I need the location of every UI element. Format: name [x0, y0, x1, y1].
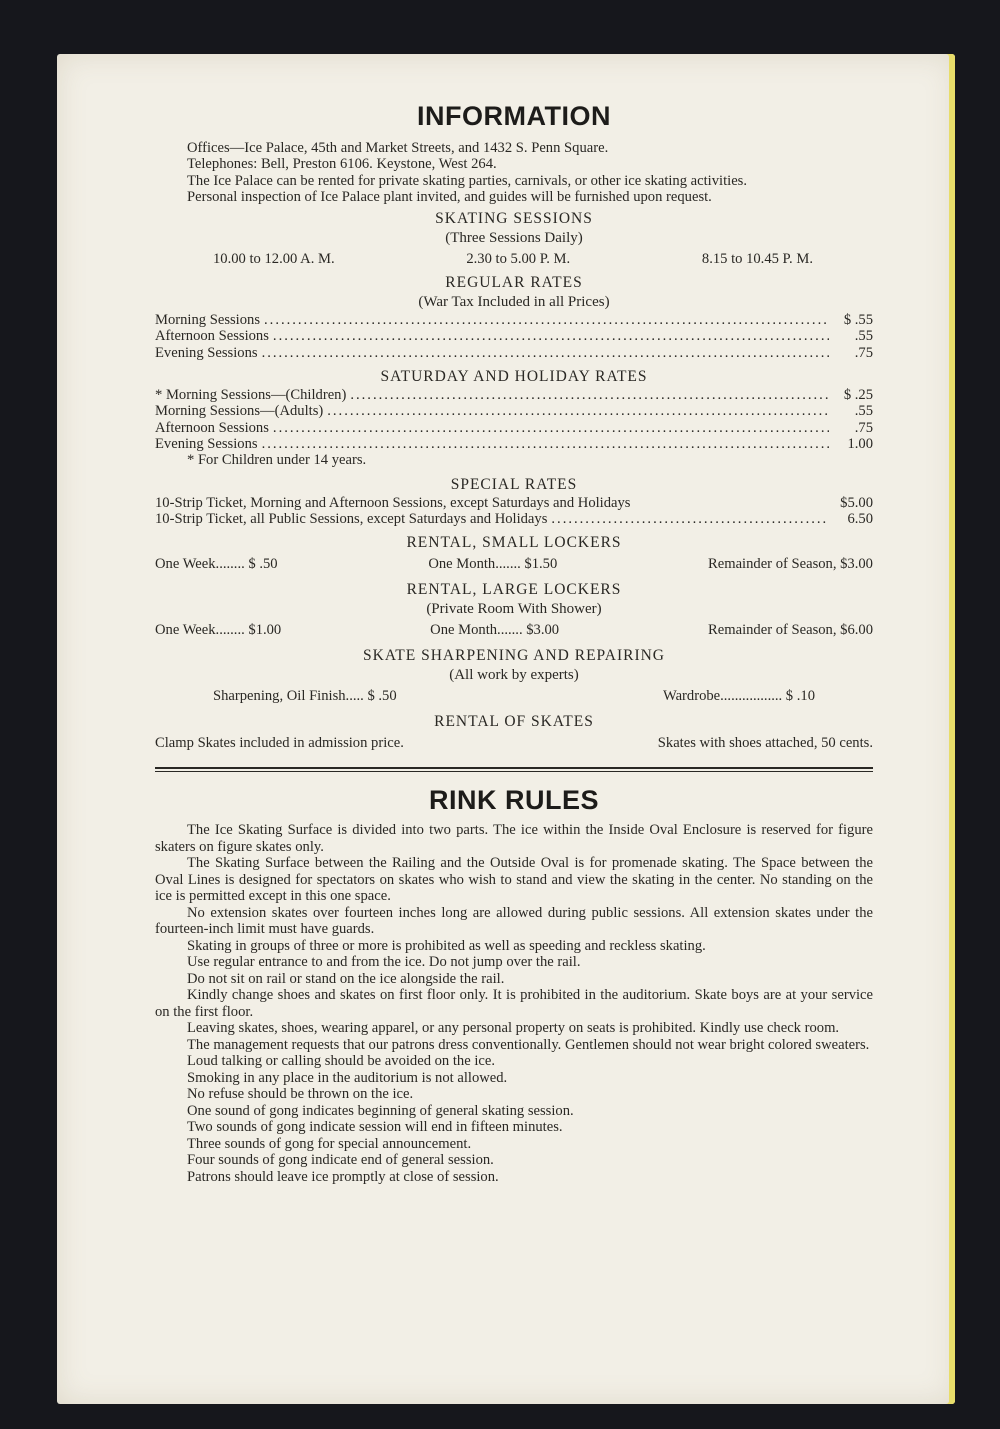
session-times [155, 249, 873, 269]
large-locker-season: Remainder of Season, $6.00 [708, 622, 873, 639]
regular-rate-row [155, 328, 873, 344]
sharpening-row [155, 686, 873, 706]
rule-paragraph: The Ice Skating Surface is divided into two parts. The ice within the Inside Oval Enclosure is reserved for figure skaters on figure skates only. [155, 822, 873, 855]
rate-price: 6.50 [847, 510, 873, 527]
rule-paragraph: Patrons should leave ice promptly at close of session. [187, 1168, 499, 1185]
skate-rental-row [155, 733, 873, 753]
regular-rates-heading: REGULAR RATES [445, 274, 583, 292]
rule-paragraph: Four sounds of gong indicate end of general session. [187, 1152, 494, 1169]
rule-paragraph: No extension skates over fourteen inches long are allowed during public sessions. All extension skates under the fourteen-inch limit must have guards. [155, 904, 873, 938]
session-time-evening: 8.15 to 10.45 P. M. [701, 251, 813, 268]
rate-price: 1.00 [847, 435, 873, 452]
large-locker-week: One Week........ $1.00 [155, 622, 282, 639]
rate-price: .55 [854, 403, 873, 420]
clamp-skates-note: Clamp Skates included in admission price. [155, 735, 404, 752]
sharpening-price: Sharpening, Oil Finish..... $ .50 [213, 688, 397, 705]
special-rates-heading: SPECIAL RATES [450, 475, 578, 493]
inspection-paragraph: Personal inspection of Ice Palace plant invited, and guides will be furnished upon request. [187, 188, 712, 205]
rule-paragraph: Skating in groups of three or more is prohibited as well as speeding and reckless skating. [187, 937, 706, 954]
information-title: INFORMATION [417, 101, 611, 131]
rate-label: 10-Strip Ticket, Morning and Afternoon Sessions, except Saturdays and Holidays [155, 494, 631, 511]
regular-rate-row [155, 312, 873, 328]
session-time-morning: 10.00 to 12.00 A. M. [213, 251, 335, 268]
small-locker-season: Remainder of Season, $3.00 [708, 556, 873, 573]
rule-paragraph: Use regular entrance to and from the ice. Do not jump over the rail. [187, 954, 581, 971]
regular-rate-row [155, 345, 873, 361]
rate-label: 10-Strip Ticket, all Public Sessions, except Saturdays and Holidays [155, 510, 548, 527]
sessions-subheading: (Three Sessions Daily) [445, 230, 583, 247]
rental-paragraph: The Ice Palace can be rented for private skating parties, carnivals, or other ice skating activities. [187, 172, 747, 189]
rate-price: .75 [854, 419, 873, 436]
rate-label: Evening Sessions [155, 435, 258, 452]
rate-label: Afternoon Sessions [155, 328, 269, 345]
special-rate-row [155, 511, 873, 527]
holiday-rate-row [155, 420, 873, 436]
session-time-afternoon: 2.30 to 5.00 P. M. [466, 251, 571, 268]
rule-paragraph: The Skating Surface between the Railing and the Outside Oval is for promenade skating. The Space between the Oval Lines is designed for spectators on skates who wish to stand and view the skating in the center. No standing on the ice is permitted except in this one space. [155, 855, 873, 905]
small-locker-month: One Month....... $1.50 [428, 556, 558, 573]
small-locker-week: One Week........ $ .50 [155, 556, 278, 573]
rule-paragraph: The management requests that our patrons dress conventionally. Gentlemen should not wear bright colored sweaters. [187, 1036, 870, 1053]
large-locker-month: One Month....... $3.00 [430, 622, 560, 639]
skate-rental-heading: RENTAL OF SKATES [434, 713, 594, 731]
rate-price: $5.00 [840, 494, 873, 511]
rule-paragraph: No refuse should be thrown on the ice. [187, 1086, 414, 1103]
rink-rules-title: RINK RULES [428, 785, 599, 816]
rule-paragraph: Three sounds of gong for special announcement. [187, 1135, 472, 1152]
rule-paragraph: Loud talking or calling should be avoided on the ice. [187, 1053, 496, 1070]
offices-line: Offices—Ice Palace, 45th and Market Streets, and 1432 S. Penn Square. [187, 140, 609, 156]
rule-paragraph: Leaving skates, shoes, wearing apparel, or any personal property on seats is prohibited. Kindly use check room. [187, 1020, 840, 1037]
wardrobe-price: Wardrobe................. $ .10 [662, 688, 815, 705]
holiday-rates-heading: SATURDAY AND HOLIDAY RATES [380, 368, 648, 386]
rate-price: .75 [854, 344, 873, 361]
special-rate-row [155, 495, 873, 511]
regular-rates-subheading: (War Tax Included in all Prices) [418, 294, 610, 311]
rate-label: * Morning Sessions—(Children) [155, 387, 347, 404]
rate-price: $ .55 [843, 312, 873, 329]
document-content [155, 98, 873, 1185]
rate-label: Evening Sessions [155, 344, 258, 361]
holiday-rate-row [155, 436, 873, 452]
holiday-rate-row [155, 403, 873, 419]
rule-paragraph: Two sounds of gong indicate session will end in fifteen minutes. [187, 1119, 563, 1136]
rate-label: Morning Sessions—(Adults) [155, 403, 324, 420]
large-lockers-subheading: (Private Room With Shower) [426, 601, 602, 618]
sessions-heading: SKATING SESSIONS [435, 210, 593, 228]
rate-label: Afternoon Sessions [155, 419, 269, 436]
rate-price: .55 [854, 328, 873, 345]
rule-paragraph: Smoking in any place in the auditorium is not allowed. [187, 1069, 508, 1086]
rule-paragraph: Do not sit on rail or stand on the ice alongside the rail. [187, 970, 505, 987]
rate-price: $ .25 [843, 387, 873, 404]
small-lockers-row [155, 554, 873, 574]
rink-rules-list [155, 822, 873, 1185]
large-lockers-heading: RENTAL, LARGE LOCKERS [406, 581, 622, 599]
telephones-line: Telephones: Bell, Preston 6106. Keystone, West 264. [187, 156, 497, 173]
children-footnote: * For Children under 14 years. [187, 452, 367, 469]
rate-label: Morning Sessions [155, 312, 261, 329]
sharpening-heading: SKATE SHARPENING AND REPAIRING [363, 647, 665, 665]
rule-paragraph: Kindly change shoes and skates on first floor only. It is prohibited in the auditorium. Skate boys are at your service on the first floor. [155, 987, 873, 1020]
section-divider [155, 767, 873, 772]
rule-paragraph: One sound of gong indicates beginning of general skating session. [187, 1102, 574, 1119]
sharpening-subheading: (All work by experts) [449, 667, 579, 684]
small-lockers-heading: RENTAL, SMALL LOCKERS [406, 534, 622, 552]
holiday-rate-row [155, 387, 873, 403]
shoe-skates-note: Skates with shoes attached, 50 cents. [657, 735, 873, 752]
large-lockers-row [155, 620, 873, 640]
